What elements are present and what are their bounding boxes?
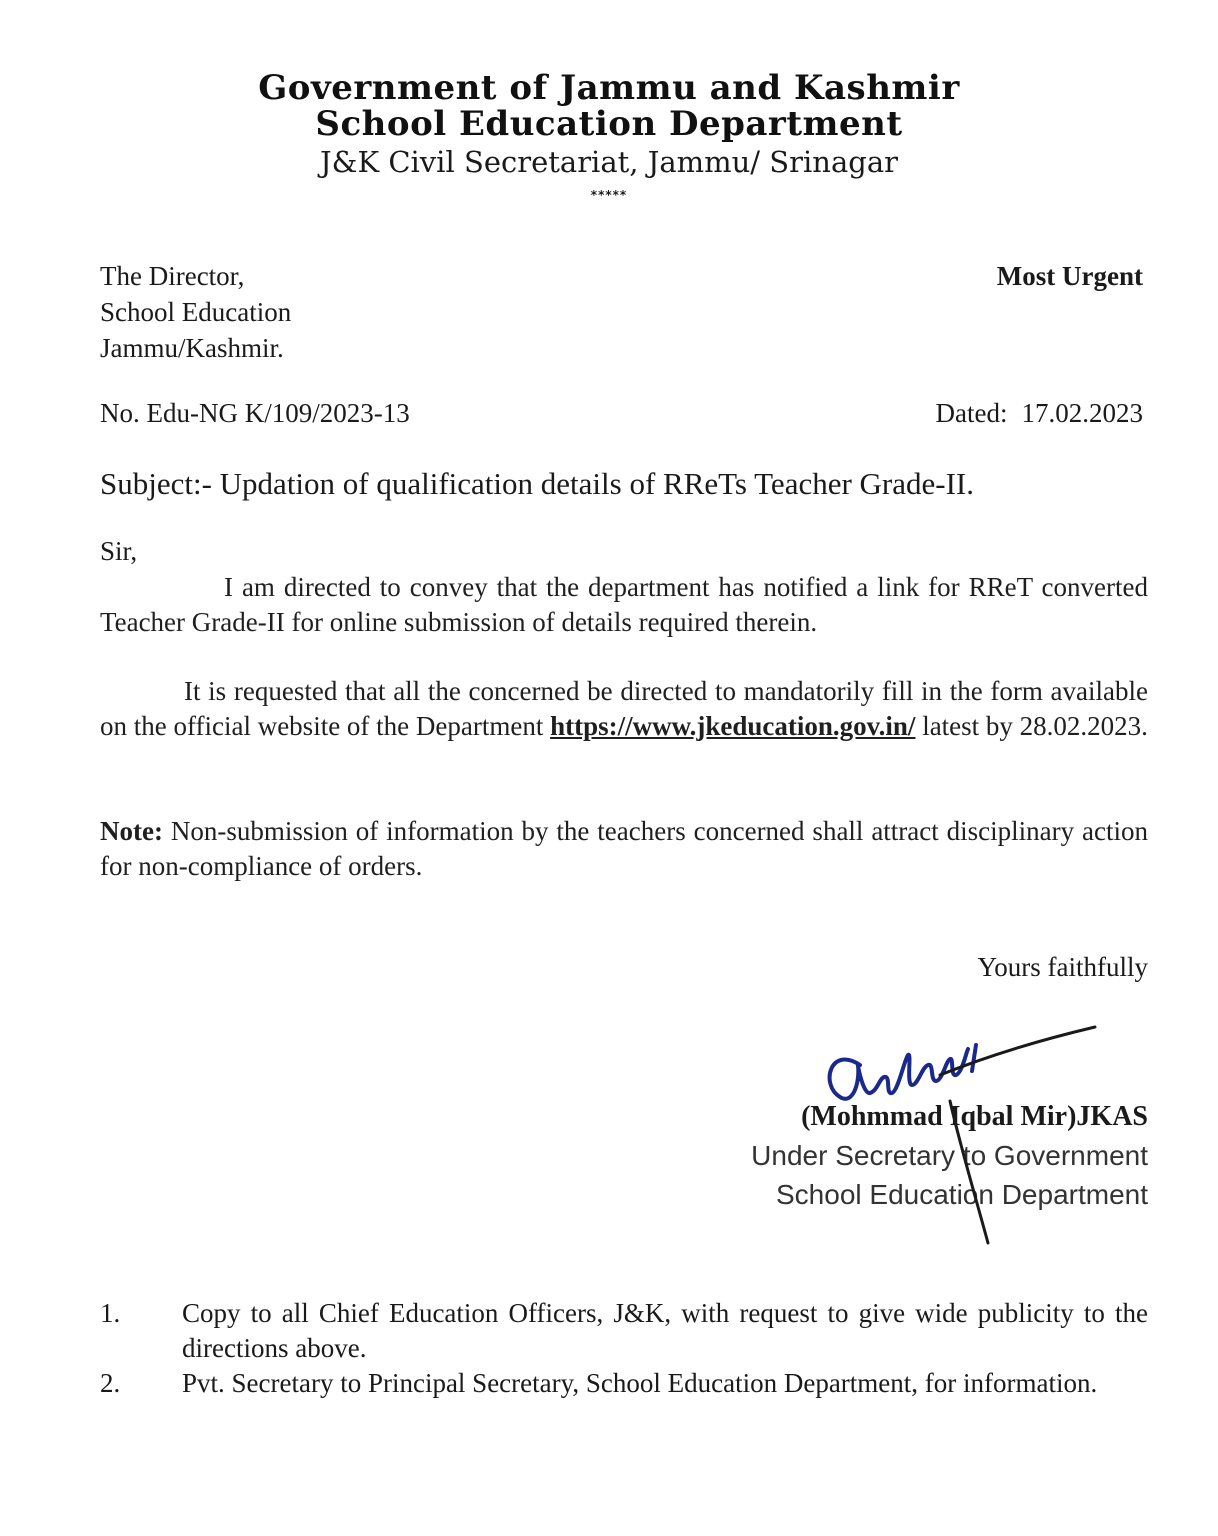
date-line (936, 398, 1143, 429)
reference-number: No. Edu-NG K/109/2023-13 (100, 398, 410, 428)
copy-distribution-list (100, 1296, 1148, 1401)
department-website-link[interactable]: https://www.jkeducation.gov.in/ (550, 711, 916, 741)
list-item-number: 2. (100, 1368, 121, 1398)
addressee-line-1: The Director, (100, 261, 245, 291)
paragraph-1: I am directed to convey that the department has notified a link for RReT converted Teacher Grade-II for online submission of details required therein. (100, 572, 1148, 637)
list-item-text: Copy to all Chief Education Officers, J&K, with request to give wide publicity to the directions above. (182, 1298, 1148, 1363)
list-item (100, 1366, 1148, 1401)
dated-label: Dated: (935, 398, 1008, 428)
list-item (100, 1296, 1148, 1366)
note-paragraph (100, 814, 1148, 884)
priority-label: Most Urgent (996, 261, 1143, 291)
paragraph-2-deadline: latest by 28.02.2023. (915, 711, 1148, 741)
signatory-title: Under Secretary to Government (751, 1140, 1148, 1171)
signature-downstroke (950, 1101, 988, 1243)
paragraph-2 (100, 674, 1148, 744)
subject-line: Subject:- Updation of qualification details of RReTs Teacher Grade-II. (100, 466, 974, 501)
signature-scrawl (830, 1045, 976, 1099)
list-item-number: 1. (100, 1298, 121, 1328)
salutation: Sir, (100, 536, 138, 566)
addressee-block (100, 258, 291, 366)
closing-phrase: Yours faithfully (977, 952, 1148, 982)
letterhead (0, 70, 1218, 202)
government-name: Government of Jammu and Kashmir (258, 68, 960, 108)
secretariat-address: J&K Civil Secretariat, Jammu/ Srinagar (320, 145, 898, 179)
department-name: School Education Department (315, 104, 903, 144)
signatory-department: School Education Department (776, 1179, 1148, 1210)
signatory-name: (Mohmmad Iqbal Mir)JKAS (801, 1101, 1148, 1132)
note-text: Non-submission of information by the teachers concerned shall attract disciplinary action for non-compliance of orders. (100, 816, 1148, 881)
paragraph-2-text: It is requested that all the concerned be directed to mandatorily fill in the form available on the official website of the Department (100, 676, 1148, 741)
note-label: Note: (100, 816, 163, 846)
list-item-text: Pvt. Secretary to Principal Secretary, School Education Department, for information. (182, 1368, 1098, 1398)
header-separator: ***** (590, 188, 628, 202)
addressee-line-3: Jammu/Kashmir. (100, 333, 284, 363)
dated-value: 17.02.2023 (1021, 398, 1143, 428)
addressee-line-2: School Education (100, 297, 292, 327)
handwritten-signature (800, 1015, 1120, 1255)
